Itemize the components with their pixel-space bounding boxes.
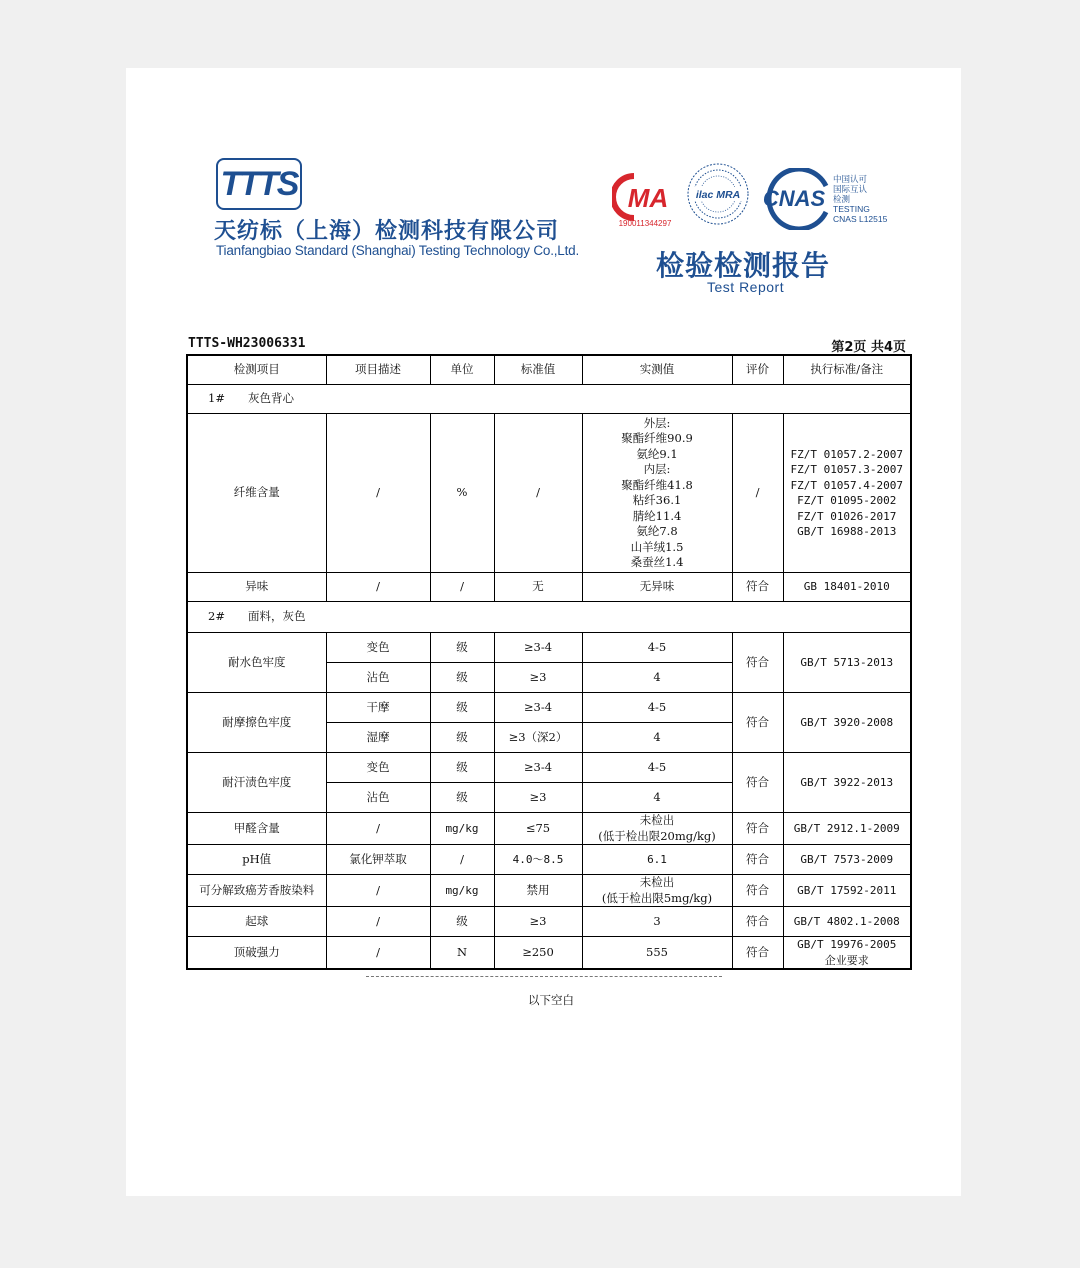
desc-cell: / [326,573,430,602]
header-cell: 执行标准/备注 [783,355,911,385]
item-cell: 耐汗渍色牢度 [187,753,326,813]
eval-cell: 符合 [732,813,783,845]
standard-cell: 无 [494,573,582,602]
standard-cell: ≥3-4 [494,633,582,663]
ref-cell: GB/T 7573-2009 [783,845,911,875]
item-cell: 可分解致癌芳香胺染料 [187,875,326,907]
measured-cell: 无异味 [582,573,732,602]
table-header-row [187,355,911,385]
standard-cell: 禁用 [494,875,582,907]
unit-cell: 级 [430,663,494,693]
standard-cell: ≥3（深2） [494,723,582,753]
standard-cell: ≥250 [494,937,582,970]
item-cell: 异味 [187,573,326,602]
header-cell: 标准值 [494,355,582,385]
blank-below-text: 以下空白 [528,993,574,1007]
logo-text: TTTS [220,164,298,203]
measured-cell: 555 [582,937,732,970]
standard-cell: ≥3 [494,783,582,813]
item-cell: 起球 [187,907,326,937]
desc-cell: / [326,414,430,573]
standard-cell: ≤75 [494,813,582,845]
section-cell [187,385,911,414]
table-row [187,875,911,907]
desc-cell: 变色 [326,753,430,783]
ref-line: FZ/T 01057.3-2007 [790,463,904,476]
section-row [187,385,911,414]
header-cell: 评价 [732,355,783,385]
header-cell: 项目描述 [326,355,430,385]
cnas-line: 国际互认 [833,184,868,194]
ilac-mra-logo [686,158,750,230]
cma-number: 190011344297 [618,219,672,228]
desc-cell: 氯化钾萃取 [326,845,430,875]
table-row [187,937,911,970]
cnas-line: 检测 [833,194,851,204]
cnas-logo-text: CNAS [762,186,826,211]
desc-cell: / [326,813,430,845]
cnas-line: CNAS L12515 [833,214,888,224]
standard-cell: ≥3 [494,907,582,937]
section-number: 1# [208,391,225,406]
measured-cell: 4 [582,663,732,693]
cnas-line: 中国认可 [833,174,868,184]
eval-cell: 符合 [732,573,783,602]
unit-cell: 级 [430,753,494,783]
eval-cell: 符合 [732,693,783,753]
item-cell: 耐水色牢度 [187,633,326,693]
ref-cell: GB/T 5713-2013 [783,633,911,693]
measured-line: 外层: [643,415,671,430]
unit-cell: 级 [430,907,494,937]
measured-line: 氨纶9.1 [636,446,678,461]
unit-cell: mg/kg [430,813,494,845]
unit-cell: 级 [430,633,494,663]
desc-cell: / [326,907,430,937]
standard-cell: 4.0～8.5 [494,845,582,875]
ref-line: GB/T 16988-2013 [797,525,897,538]
section-title: 灰色背心 [248,391,294,406]
eval-cell: / [732,414,783,573]
cma-text: MA [627,183,669,213]
unit-cell: 级 [430,783,494,813]
measured-line: 粘纤36.1 [632,493,682,507]
ref-line: FZ/T 01057.4-2007 [790,478,904,492]
measured-line: 内层: [643,462,671,476]
measured-cell: 6.1 [582,845,732,875]
eval-cell: 符合 [732,875,783,907]
report-page [126,68,961,1196]
cma-logo [612,172,678,228]
ref-cell: GB/T 3922-2013 [783,753,911,813]
table-row [187,693,911,723]
section-cell [187,602,911,633]
measured-cell: 4-5 [582,633,732,663]
item-cell: 耐摩擦色牢度 [187,693,326,753]
unit-cell: 级 [430,693,494,723]
measured-cell: 4 [582,783,732,813]
desc-cell: / [326,875,430,907]
report-title-cn: 检验检测报告 [656,249,831,282]
standard-cell: ≥3-4 [494,693,582,723]
table-row [187,813,911,845]
desc-cell: 湿摩 [326,723,430,753]
measured-line: 聚酯纤维41.8 [621,477,693,492]
measured-line: 山羊绒1.5 [630,539,684,554]
unit-cell: mg/kg [430,875,494,907]
ref-line: FZ/T 01095-2002 [797,494,897,507]
desc-cell: 变色 [326,633,430,663]
table-row [187,414,911,573]
section-number: 2# [208,609,225,624]
ref-cell: GB/T 17592-2011 [783,875,911,907]
ref-cell: GB/T 3920-2008 [783,693,911,753]
item-cell: pH值 [187,845,326,875]
unit-cell: 级 [430,723,494,753]
measured-line: 腈纶11.4 [632,508,682,523]
measured-line: 聚酯纤维90.9 [621,431,693,445]
company-name-en: Tianfangbiao Standard (Shanghai) Testing Technology Co.,Ltd. [216,243,580,258]
ref-cell [783,414,911,573]
ilac-text: ilac MRA [695,189,741,201]
ref-cell: GB/T 2912.1-2009 [783,813,911,845]
ref-line: 企业要求 [824,953,869,967]
eval-cell: 符合 [732,907,783,937]
measured-line: 未检出 [639,875,675,889]
cnas-line: TESTING [833,204,870,214]
unit-cell: % [430,414,494,573]
page-info: 第2页 共4页 [831,340,906,355]
cnas-logo [756,168,832,230]
measured-cell: 4 [582,723,732,753]
cnas-accreditation-text [833,174,887,224]
company-logo [216,158,302,210]
unit-cell: / [430,573,494,602]
standard-cell: ≥3-4 [494,753,582,783]
ref-cell [783,937,911,970]
eval-cell: 符合 [732,845,783,875]
header-cell: 单位 [430,355,494,385]
section-row [187,602,911,633]
unit-cell: / [430,845,494,875]
table-row [187,907,911,937]
measured-line: (低于检出限5mg/kg) [601,890,713,905]
table-row [187,633,911,663]
eval-cell: 符合 [732,633,783,693]
measured-cell: 3 [582,907,732,937]
measured-line: 未检出 [639,813,675,827]
desc-cell: / [326,937,430,970]
standard-cell: / [494,414,582,573]
ref-line: GB/T 19976-2005 [797,938,897,951]
item-cell: 顶破强力 [187,937,326,970]
measured-line: (低于检出限20mg/kg) [598,828,716,843]
measured-cell [582,875,732,907]
measured-cell [582,813,732,845]
desc-cell: 沾色 [326,783,430,813]
section-title: 面料，灰色 [248,609,306,624]
desc-cell: 沾色 [326,663,430,693]
table-row [187,845,911,875]
eval-cell: 符合 [732,937,783,970]
measured-line: 氨纶7.8 [636,524,678,538]
report-title-en: Test Report [707,279,785,295]
ref-line: FZ/T 01057.2-2007 [790,447,904,461]
ref-line: FZ/T 01026-2017 [797,509,897,523]
measured-cell [582,414,732,573]
company-name-cn: 天纺标（上海）检测科技有限公司 [214,219,560,244]
header-cell: 检测项目 [187,355,326,385]
item-cell: 甲醛含量 [187,813,326,845]
results-table [186,354,912,970]
header-cell: 实测值 [582,355,732,385]
table-row [187,753,911,783]
end-divider [366,976,722,977]
standard-cell: ≥3 [494,663,582,693]
unit-cell: N [430,937,494,970]
desc-cell: 干摩 [326,693,430,723]
measured-line: 桑蚕丝1.4 [630,555,684,569]
ref-cell: GB 18401-2010 [783,573,911,602]
measured-cell: 4-5 [582,693,732,723]
table-row [187,573,911,602]
report-number: TTTS-WH23006331 [188,336,306,351]
measured-cell: 4-5 [582,753,732,783]
ref-cell: GB/T 4802.1-2008 [783,907,911,937]
eval-cell: 符合 [732,753,783,813]
item-cell: 纤维含量 [187,414,326,573]
